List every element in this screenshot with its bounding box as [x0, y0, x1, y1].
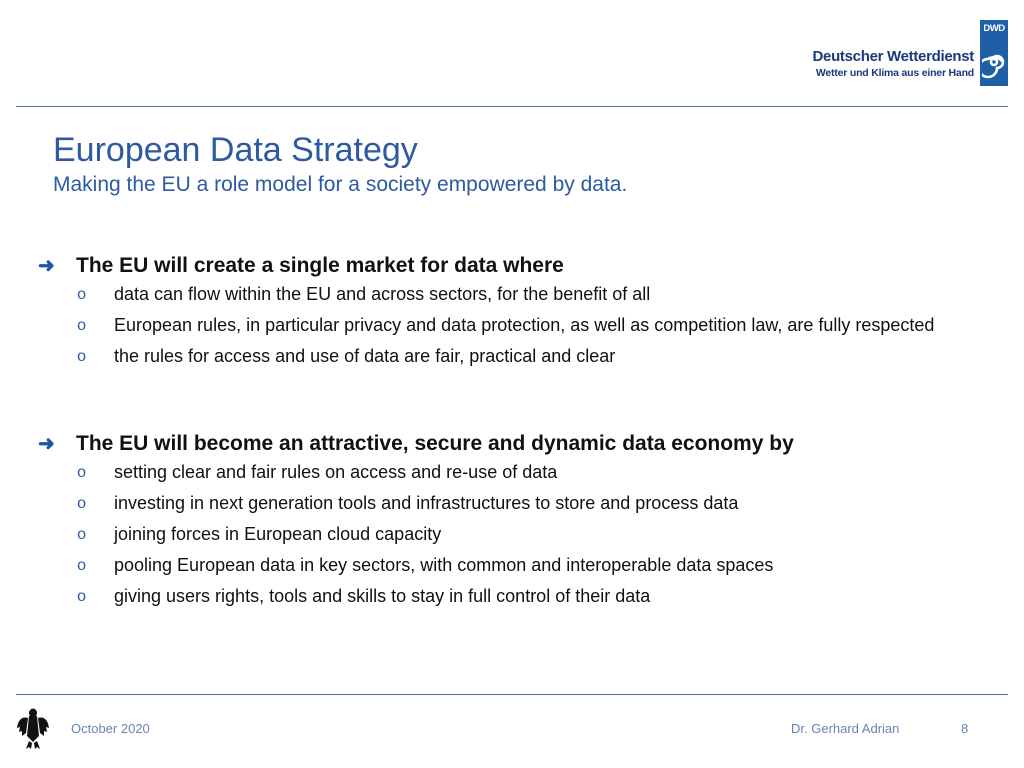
logo-name: Deutscher Wetterdienst: [812, 48, 974, 65]
circle-bullet-icon: o: [77, 588, 86, 605]
logo-abbr: DWD: [983, 23, 1005, 34]
circle-bullet-icon: o: [77, 557, 86, 574]
header-divider: [16, 106, 1008, 107]
list-item-text: European rules, in particular privacy and data protection, as well as competition law, are fully respected: [114, 315, 935, 335]
footer-author: Dr. Gerhard Adrian: [791, 721, 900, 736]
footer-date: October 2020: [71, 721, 150, 736]
circle-bullet-icon: o: [77, 286, 86, 303]
federal-eagle-icon: [16, 706, 50, 755]
arrow-right-icon: ➜: [38, 433, 55, 455]
section-heading-text: The EU will become an attractive, secure and dynamic data economy by: [76, 432, 794, 455]
list-item-text: giving users rights, tools and skills to stay in full control of their data: [114, 586, 651, 606]
logo-text: [813, 48, 975, 80]
list-item: [38, 555, 988, 576]
section-heading: [38, 431, 988, 457]
list-item-text: setting clear and fair rules on access and re-use of data: [114, 462, 558, 482]
bullet-list: [38, 284, 988, 367]
slide-title: European Data Strategy: [53, 131, 418, 169]
list-item-text: investing in next generation tools and infrastructures to store and process data: [114, 493, 739, 513]
list-item: [38, 493, 988, 514]
dwd-logo: [813, 20, 1009, 86]
list-item-text: pooling European data in key sectors, with common and interoperable data spaces: [114, 555, 774, 575]
circle-bullet-icon: o: [77, 526, 86, 543]
circle-bullet-icon: o: [77, 464, 86, 481]
page-number: 8: [961, 721, 969, 736]
circle-bullet-icon: o: [77, 317, 86, 334]
list-item: [38, 315, 988, 336]
section-data-economy: [38, 431, 988, 617]
slide-subtitle: Making the EU a role model for a society empowered by data.: [53, 173, 628, 196]
list-item: [38, 586, 988, 607]
bullet-list: [38, 462, 988, 607]
list-item-text: data can flow within the EU and across sectors, for the benefit of all: [114, 284, 651, 304]
list-item: [38, 462, 988, 483]
dwd-mark: [980, 20, 1008, 86]
section-heading: [38, 253, 988, 279]
list-item-text: joining forces in European cloud capacity: [114, 524, 442, 544]
circle-bullet-icon: o: [77, 348, 86, 365]
section-single-market: [38, 253, 988, 377]
section-heading-text: The EU will create a single market for data where: [76, 254, 564, 277]
spiral-icon: [982, 42, 1006, 82]
list-item: [38, 524, 988, 545]
logo-tagline: Wetter und Klima aus einer Hand: [815, 67, 974, 79]
list-item: [38, 284, 988, 305]
list-item-text: the rules for access and use of data are fair, practical and clear: [114, 346, 616, 366]
footer-divider: [16, 694, 1008, 695]
list-item: [38, 346, 988, 367]
arrow-right-icon: ➜: [38, 255, 55, 277]
circle-bullet-icon: o: [77, 495, 86, 512]
